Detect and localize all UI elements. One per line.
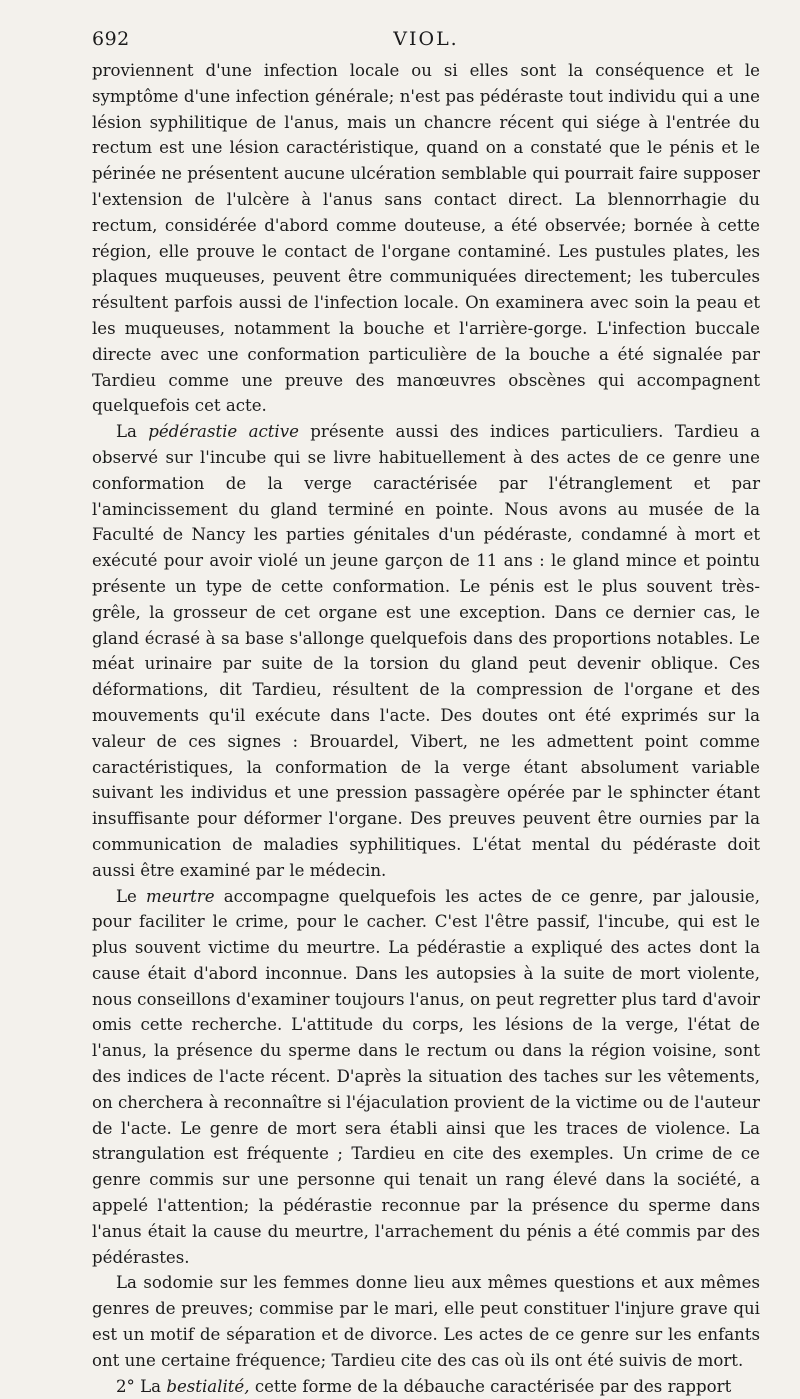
paragraph-1 xyxy=(92,58,760,419)
page-number: 692 xyxy=(92,28,130,50)
paragraph-2-text: présente aussi des indices particuliers. Tardieu a observé sur l'incube qui se livre habituellement à des actes de ce genre une conformation de la verge caractérisée par l'étranglement et par l'amincissement du gland terminé en pointe. Nous avons au musée de la Faculté de Nancy les parties génitales d'un pédéraste, condamné à mort et exécuté pour avoir violé un jeune garçon de 11 ans : le gland mince et pointu présente un type de cette conformation. Le pénis est le plus souvent très-grêle, la grosseur de cet organe est une exception. Dans ce dernier cas, le gland écrasé à sa base s'allonge quelquefois dans des proportions notables. Le méat urinaire par suite de la torsion du gland peut devenir oblique. Ces déformations, dit Tardieu, résultent de la compression de l'organe et des mouvements qu'il exécute dans l'acte. Des doutes ont été exprimés sur la valeur de ces signes : Brouardel, Vibert, ne les admettent point comme caractéristiques, la conformation de la verge étant absolument variable suivant les individus et une pression passagère opérée par le sphincter étant insuffisante pour déformer l'organe. Des preuves peuvent être ournies par la communication de maladies syphilitiques. L'état mental du pédéraste doit aussi être examiné par le médecin. xyxy=(92,422,760,880)
paragraph-2-lead: La xyxy=(116,422,149,442)
paragraph-3-text: accompagne quelquefois les actes de ce genre, par jalousie, pour faciliter le crime, pour le cacher. C'est l'être passif, l'incube, qui est le plus souvent victime du meurtre. La pédérastie a expliqué des actes dont la cause était d'abord inconnue. Dans les autopsies à la suite de mort violente, nous conseillons d'examiner toujours l'anus, on peut regretter plus tard d'avoir omis cette recherche. L'attitude du corps, les lésions de la verge, l'état de l'anus, la présence du sperme dans le rectum ou dans la région voisine, sont des indices de l'acte récent. D'après la situation des taches sur les vêtements, on cherchera à reconnaître si l'éjaculation provient de la victime ou de l'auteur de l'acte. Le genre de mort sera établi ainsi que les traces de violence. La strangulation est fréquente ; Tardieu en cite des exemples. Un crime de ce genre commis sur une personne qui tenait un rang élevé dans la société, a appelé l'attention; la pédérastie reconnue par la présence du sperme dans l'anus était la cause du meurtre, l'arrachement du pénis a été commis par des pédérastes. xyxy=(92,886,760,1267)
paragraph-3-lead: Le xyxy=(116,886,146,906)
running-title: VIOL. xyxy=(393,28,459,50)
document-page xyxy=(92,20,760,1396)
paragraph-5-lead: 2° La xyxy=(116,1376,167,1396)
paragraph-2 xyxy=(92,419,760,883)
paragraph-5-text: cette forme de la débauche caractérisée par des rapport xyxy=(249,1376,732,1396)
term-bestialite: bestialité, xyxy=(166,1376,250,1396)
page-header xyxy=(92,20,760,58)
paragraph-4 xyxy=(92,1270,760,1373)
paragraph-3 xyxy=(92,884,760,1271)
term-pederastie-active: pédérastie active xyxy=(148,422,299,442)
paragraph-5 xyxy=(92,1374,760,1399)
body-text xyxy=(92,58,760,1399)
paragraph-4-text: La sodomie sur les femmes donne lieu aux mêmes questions et aux mêmes genres de preuves; commise par le mari, elle peut constituer l'injure grave qui est un motif de séparation et de divorce. Les actes de ce genre sur les enfants ont une certaine fréquence; Tardieu cite des cas où ils ont été suivis de mort. xyxy=(92,1273,760,1370)
term-meurtre: meurtre xyxy=(145,886,215,906)
paragraph-1-text: proviennent d'une infection locale ou si elles sont la conséquence et le symptôme d'une infection générale; n'est pas pédéraste tout individu qui a une lésion syphilitique de l'anus, mais un chancre récent qui siége à l'entrée du rectum est une lésion caractéristique, quand on a constaté que le pénis et le périnée ne présentent aucune ulcération semblable qui pourrait faire supposer l'extension de l'ulcère à l'anus sans contact direct. La blennorrhagie du rectum, considérée d'abord comme douteuse, a été observée; bornée à cette région, elle prouve le contact de l'organe contaminé. Les pustules plates, les plaques muqueuses, peuvent être communiquées directement; les tubercules résultent parfois aussi de l'infection locale. On examinera avec soin la peau et les muqueuses, notamment la bouche et l'arrière-gorge. L'infection buccale directe avec une conformation particulière de la bouche a été signalée par Tardieu comme une preuve des manœuvres obscènes qui accompagnent quelquefois cet acte. xyxy=(92,61,760,416)
